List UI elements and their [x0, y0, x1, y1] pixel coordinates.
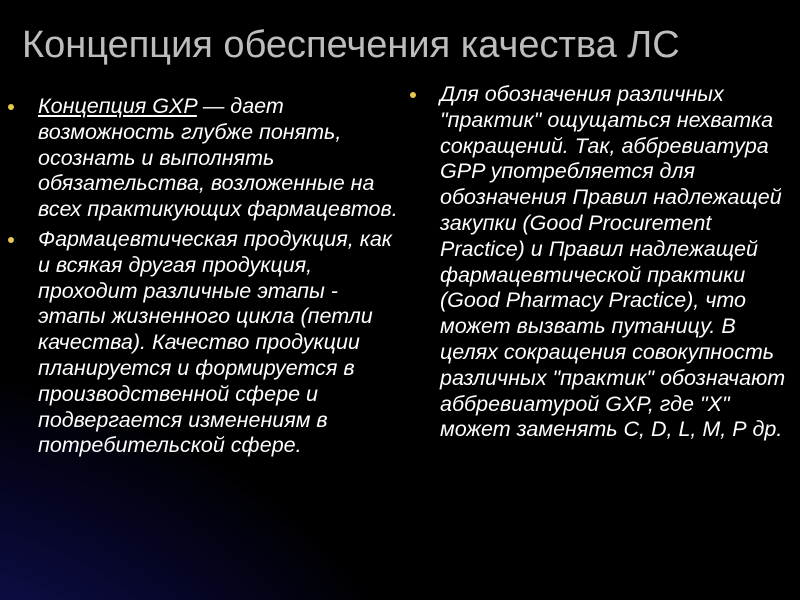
bullet-dot-icon [410, 92, 416, 98]
slide-title: Концепция обеспечения качества ЛС [22, 24, 680, 66]
right-column [410, 82, 795, 447]
gxp-concept-term: Концепция GXP [38, 94, 197, 118]
right-bullet-abbreviations [410, 82, 795, 443]
abbreviations-text: Для обозначения различных "практик" ощущаться нехватка сокращений. Так, аббревиатура GPP употребляется для обозначения Правил надлежащей закупки (Good Procurement Practice) и Правил надлежащей фармацевтической практики (Good Pharmacy Practice), что может вызвать путаницу. В целях сокращения совокупность различных "практик" обозначают аббревиатурой GXP, где "X" может заменять С, D, L, М, Р др. [440, 82, 786, 442]
bullet-dot-icon [8, 237, 14, 243]
left-bullet-product-lifecycle [8, 227, 400, 459]
left-column [8, 94, 400, 463]
gxp-concept-text: — дает возможность глубже понять, осознать и выполнять обязательства, возложенные на всех практикующих фармацевтов. [38, 94, 398, 222]
bullet-dot-icon [8, 104, 14, 110]
left-bullet-gxp-concept [8, 94, 400, 223]
product-lifecycle-text: Фармацевтическая продукция, как и всякая другая продукция, проходит различные этапы - этапы жизненного цикла (петли качества). Качество продукции планируется и формируется в производственной сфере и подвергается изменениям в потребительской сфере. [38, 226, 392, 458]
